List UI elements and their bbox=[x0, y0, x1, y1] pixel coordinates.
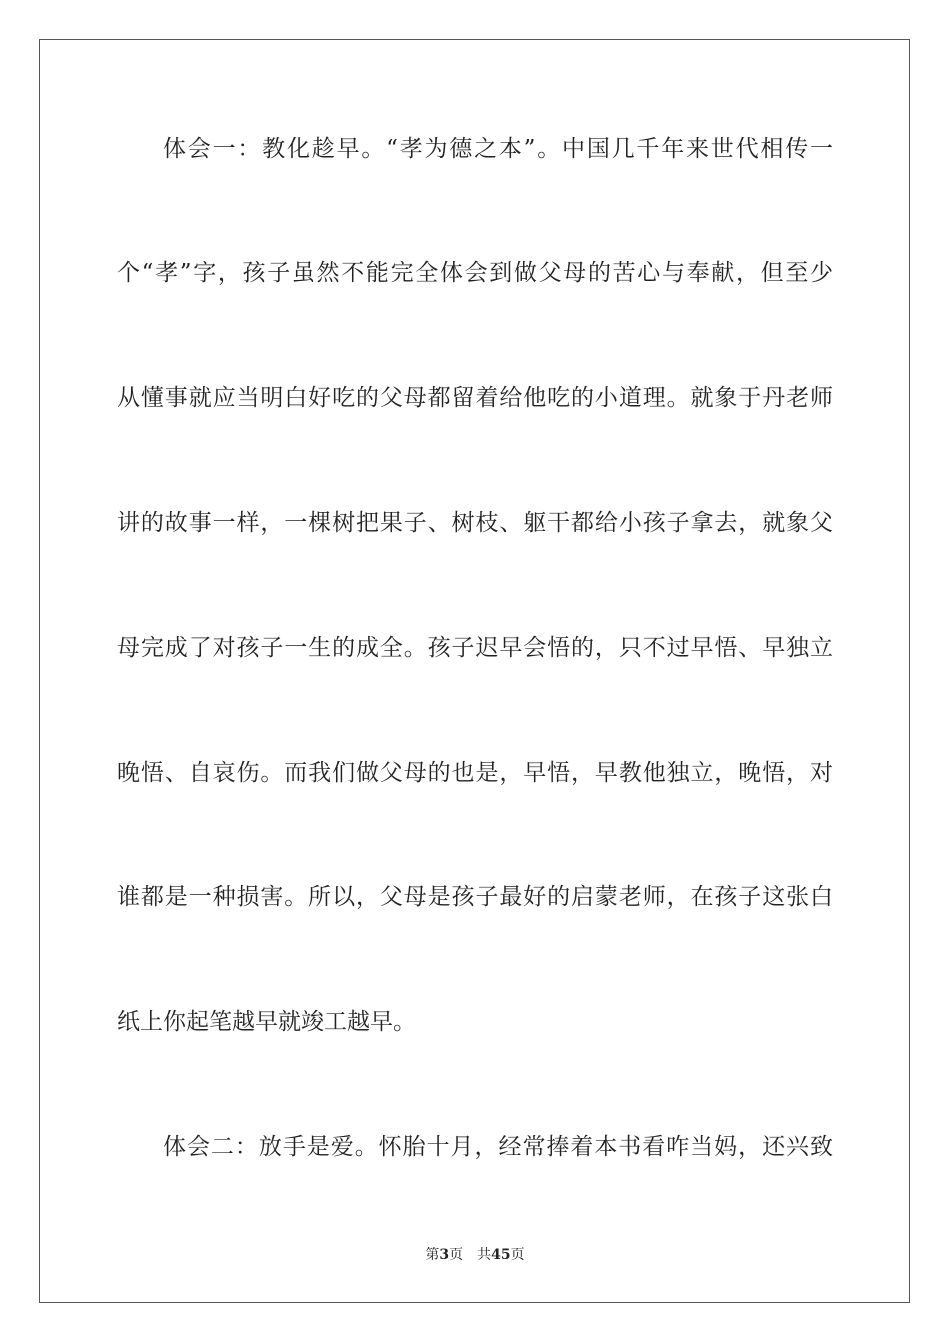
paragraph-1-line-4: 讲的故事一样，一棵树把果子、树枝、躯干都给小孩子拿去，就象父 bbox=[117, 510, 833, 536]
paragraph-1-line-5: 母完成了对孩子一生的成全。孩子迟早会悟的，只不过早悟、早独立 bbox=[117, 635, 833, 661]
paragraph-1-line-1: 体会一：教化趁早。“孝为德之本”。中国几千年来世代相传一 bbox=[163, 136, 833, 162]
paragraph-1-line-3: 从懂事就应当明白好吃的父母都留着给他吃的小道理。就象于丹老师 bbox=[117, 385, 833, 411]
page-label-prefix: 第 bbox=[425, 1247, 440, 1263]
page-number: 3 bbox=[439, 1247, 450, 1263]
paragraph-1-line-6: 晚悟、自哀伤。而我们做父母的也是，早悟，早教他独立，晚悟，对 bbox=[117, 760, 833, 786]
page-border bbox=[39, 39, 910, 1303]
paragraph-1-line-8: 纸上你起笔越早就竣工越早。 bbox=[117, 1009, 416, 1035]
paragraph-1-line-2: 个“孝”字，孩子虽然不能完全体会到做父母的苦心与奉献，但至少 bbox=[117, 260, 833, 286]
page-label-suffix: 页 bbox=[449, 1247, 464, 1263]
paragraph-1-line-7: 谁都是一种损害。所以，父母是孩子最好的启蒙老师，在孩子这张白 bbox=[117, 884, 833, 910]
total-pages: 45 bbox=[491, 1247, 511, 1263]
total-label-suffix: 页 bbox=[510, 1247, 525, 1263]
page-footer bbox=[0, 1246, 950, 1264]
paragraph-2-line-1: 体会二：放手是爱。怀胎十月，经常捧着本书看咋当妈，还兴致 bbox=[163, 1134, 833, 1160]
total-label-prefix: 共 bbox=[477, 1247, 492, 1263]
